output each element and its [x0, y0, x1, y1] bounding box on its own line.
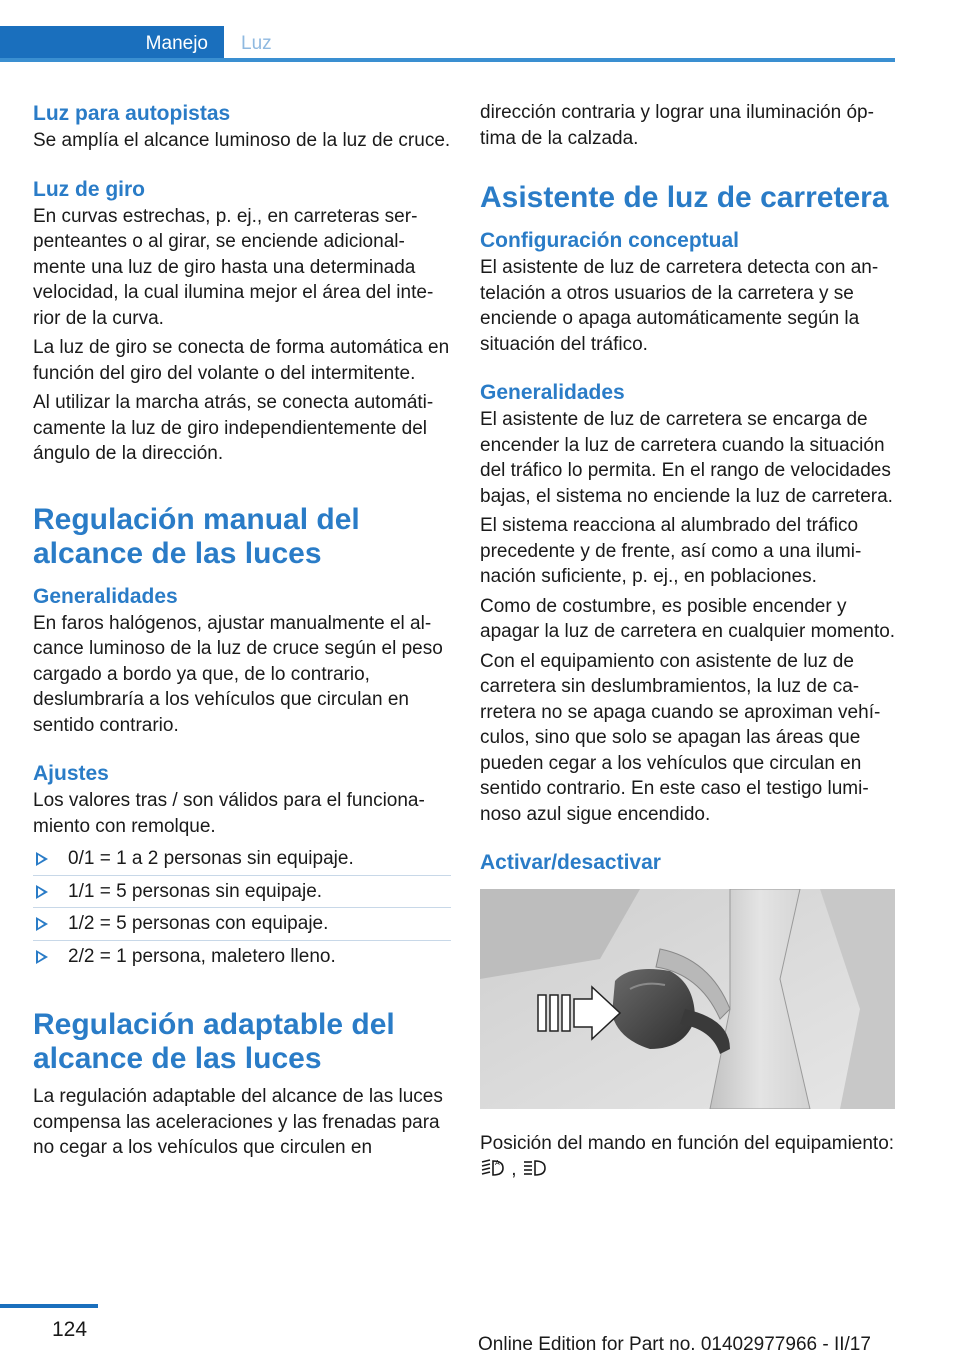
- paragraph-generalidades-4: Con el equipamiento con asistente de luz de carretera sin deslumbramientos, la luz de carretera no se apaga cuando se aproximan vehículos, sino que solo se apagan las áreas que pueden cegar a los vehículos que circulan en sentido contrario. En este caso el testigo luminoso azul sigue encendido.: [480, 650, 881, 825]
- heading-ajustes: Ajustes: [33, 762, 109, 785]
- high-beam-assistant-icon: [480, 1157, 506, 1179]
- high-beam-icon: [522, 1157, 548, 1179]
- ajustes-list: [33, 843, 451, 972]
- page-header: [0, 0, 895, 62]
- left-column: [33, 100, 451, 1161]
- footer-rule: [0, 1304, 98, 1308]
- paragraph-generalidades-2: El sistema reacciona al alumbrado del tráfico precedente y de frente, así como a una iluminación suficiente, p. ej., en poblaciones.: [480, 515, 862, 587]
- figure-turn-signal-lever: [480, 889, 895, 1109]
- figure-caption: [480, 1131, 898, 1182]
- lever-illustration-icon: [480, 889, 895, 1109]
- paragraph-luz-giro-3: Al utilizar la marcha atrás, se conecta automáticamente la luz de giro independientemente del ángulo de la dirección.: [33, 392, 434, 464]
- paragraph-ajustes: Los valores tras / son válidos para el funcionamiento con remolque.: [33, 790, 425, 837]
- paragraph-generalidades-left: En faros halógenos, ajustar manualmente el alcance luminoso de la luz de cruce según el peso cargado a bordo ya que, de lo contrario, deslumbraría a los vehículos que circulan en sentido contrario.: [33, 612, 443, 736]
- heading-activar-desactivar: Activar/desactivar: [480, 851, 661, 874]
- edition-note: Online Edition for Part no. 01402977966 - II/17: [478, 1334, 871, 1355]
- header-section-label: Manejo: [145, 33, 208, 54]
- caption-text: Posición del mando en función del equipamiento:: [480, 1133, 895, 1154]
- svg-text:A: A: [495, 1159, 500, 1167]
- paragraph-configuracion: El asistente de luz de carretera detecta con antelación a otros usuarios de la carretera y se enciende o apaga automáticamente según la situación del tráfico.: [480, 257, 879, 355]
- bullet-triangle-icon: [36, 885, 48, 899]
- caption-separator: ,: [511, 1158, 517, 1180]
- paragraph-luz-giro-1: En curvas estrechas, p. ej., en carreteras serpenteantes o al girar, se enciende adicionalmente una luz de giro hasta una determinada velocidad, la cual ilumina mejor el área del interior de la curva.: [33, 205, 434, 329]
- paragraph-generalidades-3: Como de costumbre, es posible encender y apagar la luz de carretera en cualquier momento.: [480, 595, 896, 642]
- header-tab-section: [0, 26, 224, 62]
- paragraph-luz-giro-2: La luz de giro se conecta de forma automática en función del giro del volante o del intermitente.: [33, 337, 450, 384]
- paragraph-generalidades-1: El asistente de luz de carretera se encarga de encender la luz de carretera cuando la situación del tráfico lo permita. En el rango de velocidades bajas, el sistema no enciende la luz de carretera.: [480, 409, 893, 507]
- list-item: 1/2 = 5 personas con equipaje.: [33, 908, 451, 941]
- list-item: 0/1 = 1 a 2 personas sin equipaje.: [33, 843, 451, 876]
- heading-regulacion-adaptable: Regulación adaptable del alcance de las luces: [33, 1008, 395, 1075]
- heading-luz-autopistas: Luz para autopistas: [33, 102, 231, 125]
- heading-configuracion-conceptual: Configuración conceptual: [480, 229, 740, 252]
- paragraph-regulacion-adaptable: La regulación adaptable del alcance de las luces compensa las aceleraciones y las frenadas para no cegar a los vehículos que circulen en: [33, 1086, 443, 1158]
- heading-asistente-luz-carretera: Asistente de luz de carretera: [480, 181, 889, 214]
- paragraph-continuation: dirección contraria y lograr una iluminación óptima de la calzada.: [480, 102, 874, 149]
- paragraph-luz-autopistas: Se amplía el alcance luminoso de la luz de cruce.: [33, 130, 451, 151]
- bullet-triangle-icon: [36, 917, 48, 931]
- list-item: 1/1 = 5 personas sin equipaje.: [33, 876, 451, 909]
- right-column: [480, 100, 898, 1182]
- heading-generalidades-left: Generalidades: [33, 584, 178, 608]
- bullet-triangle-icon: [36, 852, 48, 866]
- list-item: 2/2 = 1 persona, maletero lleno.: [33, 941, 451, 973]
- header-tab-subsection: [224, 26, 304, 62]
- heading-regulacion-manual: Regulación manual del alcance de las luces: [33, 502, 360, 570]
- header-rule: [0, 58, 895, 62]
- heading-generalidades-right: Generalidades: [480, 381, 625, 404]
- bullet-triangle-icon: [36, 950, 48, 964]
- page-number: 124: [52, 1318, 88, 1341]
- header-subsection-label: Luz: [241, 33, 272, 54]
- heading-luz-giro: Luz de giro: [33, 177, 145, 201]
